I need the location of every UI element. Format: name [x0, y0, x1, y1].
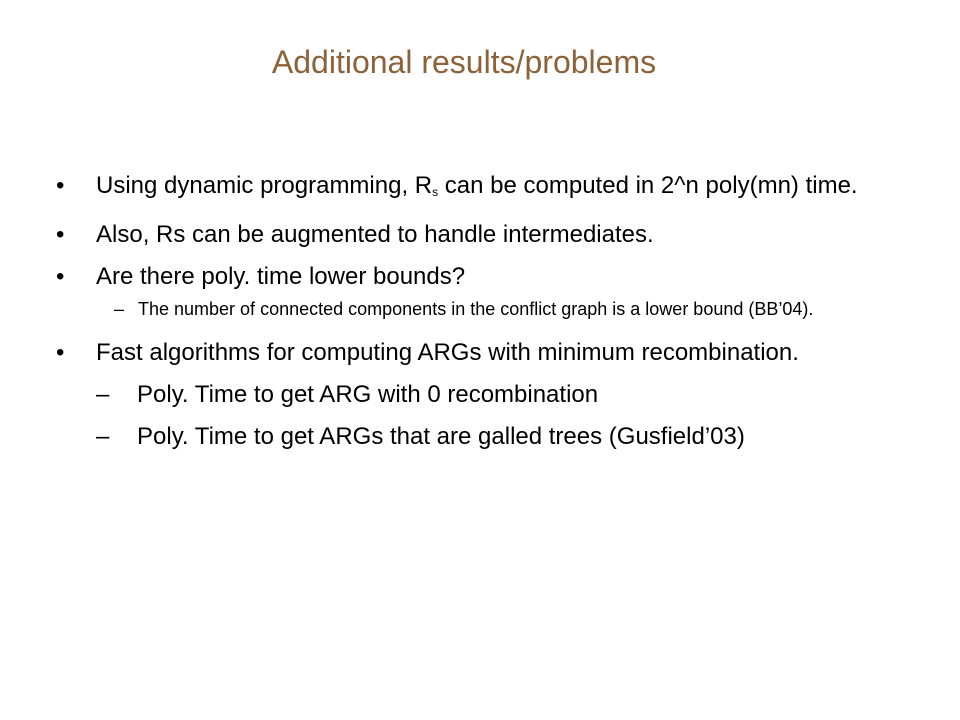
- bullet-glyph: •: [56, 221, 65, 248]
- bullet-glyph: •: [56, 339, 65, 366]
- bullet-item-intermediates: [56, 219, 916, 250]
- slide-title: Additional results/problems: [271, 44, 657, 80]
- bullet-text: Also, Rs can be augmented to handle intermediates.: [96, 221, 654, 248]
- bullet-text-post: can be computed in 2^n poly(mn) time.: [438, 172, 858, 199]
- dash-glyph: –: [96, 423, 110, 450]
- sub-item-zero-recombination: [56, 379, 916, 410]
- bullet-text-subscript: s: [432, 185, 439, 199]
- bullet-item-dynamic-programming: [56, 170, 916, 208]
- dash-glyph: –: [96, 381, 110, 408]
- sub-item-text: Poly. Time to get ARGs that are galled trees (Gusfield’03): [137, 423, 745, 450]
- sub-item-text: The number of connected components in the conflict graph is a lower bound (BB’04).: [138, 299, 814, 319]
- bullet-text: Are there poly. time lower bounds?: [96, 263, 466, 290]
- bullet-item-fast-algorithms: [56, 337, 916, 368]
- bullet-text: Fast algorithms for computing ARGs with minimum recombination.: [96, 339, 799, 366]
- sub-item-galled-trees: [56, 421, 916, 452]
- dash-glyph: –: [114, 299, 125, 319]
- bullet-text-pre: Using dynamic programming, R: [96, 172, 433, 199]
- sub-item-text: Poly. Time to get ARG with 0 recombination: [137, 381, 599, 408]
- slide-body: [56, 170, 916, 463]
- bullet-glyph: •: [56, 172, 65, 199]
- bullet-item-lower-bounds: [56, 261, 916, 292]
- sub-item-connected-components: [56, 298, 916, 321]
- bullet-glyph: •: [56, 263, 65, 290]
